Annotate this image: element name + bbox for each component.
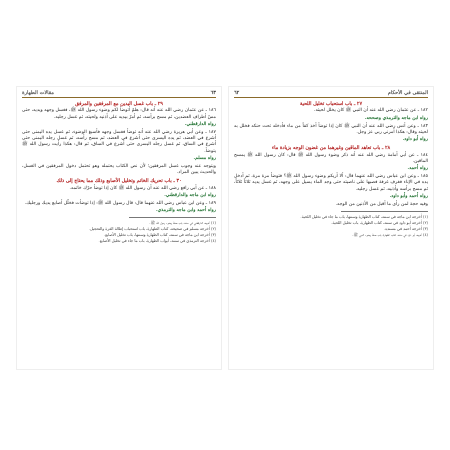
hadith-paragraph: ١٨٦ ـ عن عثمان رضي الله عنه أنه قال: هلمّ أتوضأ لكم وضوء رسول الله ﷺ، فغسل وجهه ويديه، حتى مسّ أطراف العضدين، ثم مسح برأسه، ثم أمرّ بيديه على أذنيه ولحيته، ثم غسل رجليه. bbox=[22, 108, 216, 120]
page-body bbox=[234, 101, 428, 208]
right-page bbox=[228, 86, 434, 370]
hadith-paragraph: وفيه حجة لمن رأى ما أقبل من الأذنين من الوجه. bbox=[335, 202, 428, 208]
footnote: (٢) أخرجه مسلم في صحيحه، كتاب الطهارة، باب استحباب إطالة الغرة والتحجيل. bbox=[88, 226, 216, 232]
narration-source: رواه مسلم. bbox=[193, 155, 216, 161]
hadith-paragraph: ١٨٨ ـ عن أبي رافع رضي الله عنه أن رسول الله ﷺ كان إذا توضأ حرّك خاتمه. bbox=[69, 185, 216, 191]
footnote: (٤) أخرجه الترمذي في سننه، أبواب الطهارة، باب ما جاء في تخليل الأصابع. bbox=[98, 237, 216, 243]
book-spread bbox=[16, 86, 434, 370]
footnote-separator bbox=[129, 217, 216, 218]
hadith-paragraph: ١٨٥ ـ وعن ابن عباس رضي الله عنهما قال: ألا أريكم وضوء رسول الله ﷺ؟ فتوضأ مرة مرة، ثم أدخل يده في الإناء فغرف غرفة فصبها على ناصيته حتى وجد الماء يسيل على وجهه، ثم غسل يديه ثلاثاً ثلاثاً، ثم مسح برأسه وأذنيه، ثم غسل رجليه. bbox=[234, 174, 428, 192]
narration-source: رواه أحمد. bbox=[407, 166, 428, 172]
page-body bbox=[22, 101, 216, 214]
chapter-heading: ٢٨ ـ باب تعاهد الماقين وغيرهما من غضون الوجه بزيادة ماء bbox=[271, 145, 391, 152]
narration-source: رواه أحمد وأبو داود. bbox=[389, 193, 428, 199]
footnote: (١) أخرجه ابن ماجه في سننه، كتاب الطهارة وسننها، باب ما جاء في تخليل اللحية. bbox=[300, 214, 428, 220]
narration-source: رواه أبو داود. bbox=[402, 137, 428, 143]
footnote: (٣) أخرجه ابن ماجه في سننه، كتاب الطهارة وسننها، باب تخليل الأصابع. bbox=[103, 232, 216, 238]
page-number: ٦٢ bbox=[234, 90, 240, 96]
hadith-paragraph: ١٨٧ ـ وعن أبي هريرة رضي الله عنه أنه توضأ فغسل وجهه فأسبغ الوضوء، ثم غسل يده اليمنى حتى أشرع في العضد، ثم يده اليسرى حتى أشرع في العضد، ثم مسح رأسه، ثم غسل رجله اليمنى حتى أشرع في الساق، ثم غسل رجله اليسرى حتى أشرع في الساق، ثم قال: هكذا رأيت رسول الله ﷺ يتوضأ. bbox=[22, 130, 216, 154]
narration-source: رواه الدارقطني. bbox=[184, 121, 216, 127]
narration-source: رواه ابن ماجه والدارقطني. bbox=[164, 192, 216, 198]
footnote-separator bbox=[341, 211, 428, 212]
narration-source: رواه أحمد وابن ماجه والترمذي. bbox=[155, 208, 216, 214]
footnote: (٢) أخرجه أبو داود في سننه، كتاب الطهارة، باب تخليل اللحية. bbox=[331, 220, 428, 226]
footnote: (٤) أخرجه أبو داود في سننه، كتاب الطهارة، باب صفة وضوء النبي ﷺ. bbox=[352, 231, 428, 237]
hadith-paragraph: ١٨٤ ـ عن أبي أمامة رضي الله عنه أنه ذكر وضوء رسول الله ﷺ قال: كان رسول الله ﷺ يمسح الماقين. bbox=[234, 152, 428, 164]
left-page bbox=[16, 86, 222, 370]
hadith-paragraph: ويتوجه عنه وجوب غسل المرفقين؛ لأن نص الكتاب يحتمله وهو تحتمل دخول المرفقين في الغسل، والحديث يبين المراد. bbox=[22, 164, 216, 176]
running-title: المنتقى في الأحكام bbox=[387, 90, 428, 96]
hadith-paragraph: ١٨٢ ـ عن عثمان رضي الله عنه أن النبي ﷺ كان يخلل لحيته. bbox=[313, 108, 428, 114]
narration-source: رواه ابن ماجه والترمذي وصححه. bbox=[364, 115, 428, 121]
page-header bbox=[22, 90, 216, 98]
hadith-paragraph: ١٨٩ ـ وعن ابن عباس رضي الله عنهما قال: قال رسول الله ﷺ: إذا توضأت فخلّل أصابع يديك ورجليك. bbox=[24, 201, 216, 207]
running-title: مقالات الطهارة bbox=[22, 90, 54, 96]
page-number: ٦٣ bbox=[210, 90, 216, 96]
footnote: (٣) أخرجه أحمد في مسنده. bbox=[383, 225, 428, 231]
page-header bbox=[234, 90, 428, 98]
chapter-heading: ٢٩ ـ باب غسل اليدين مع المرفقين والمرفق bbox=[75, 101, 163, 108]
footnotes bbox=[234, 214, 428, 237]
footnotes bbox=[22, 220, 216, 243]
chapter-heading: ٣٠ ـ باب تحريك الخاتم وتخليل الأصابع وذلك مما يحتاج إلى ذلك bbox=[56, 178, 182, 185]
hadith-paragraph: ١٨٣ ـ وعن أنس رضي الله عنه أن النبي ﷺ كان إذا توضأ أخذ كفاً من ماء فأدخله تحت حنكه فخلل به لحيته وقال: هكذا أمرني ربي عز وجل. bbox=[234, 123, 428, 136]
chapter-heading: ٢٧ ـ باب استحباب تخليل اللحية bbox=[299, 101, 363, 108]
footnote: (١) أخرجه الدارقطني في سننه، باب صفة وضوء رسول الله ﷺ. bbox=[149, 220, 216, 226]
